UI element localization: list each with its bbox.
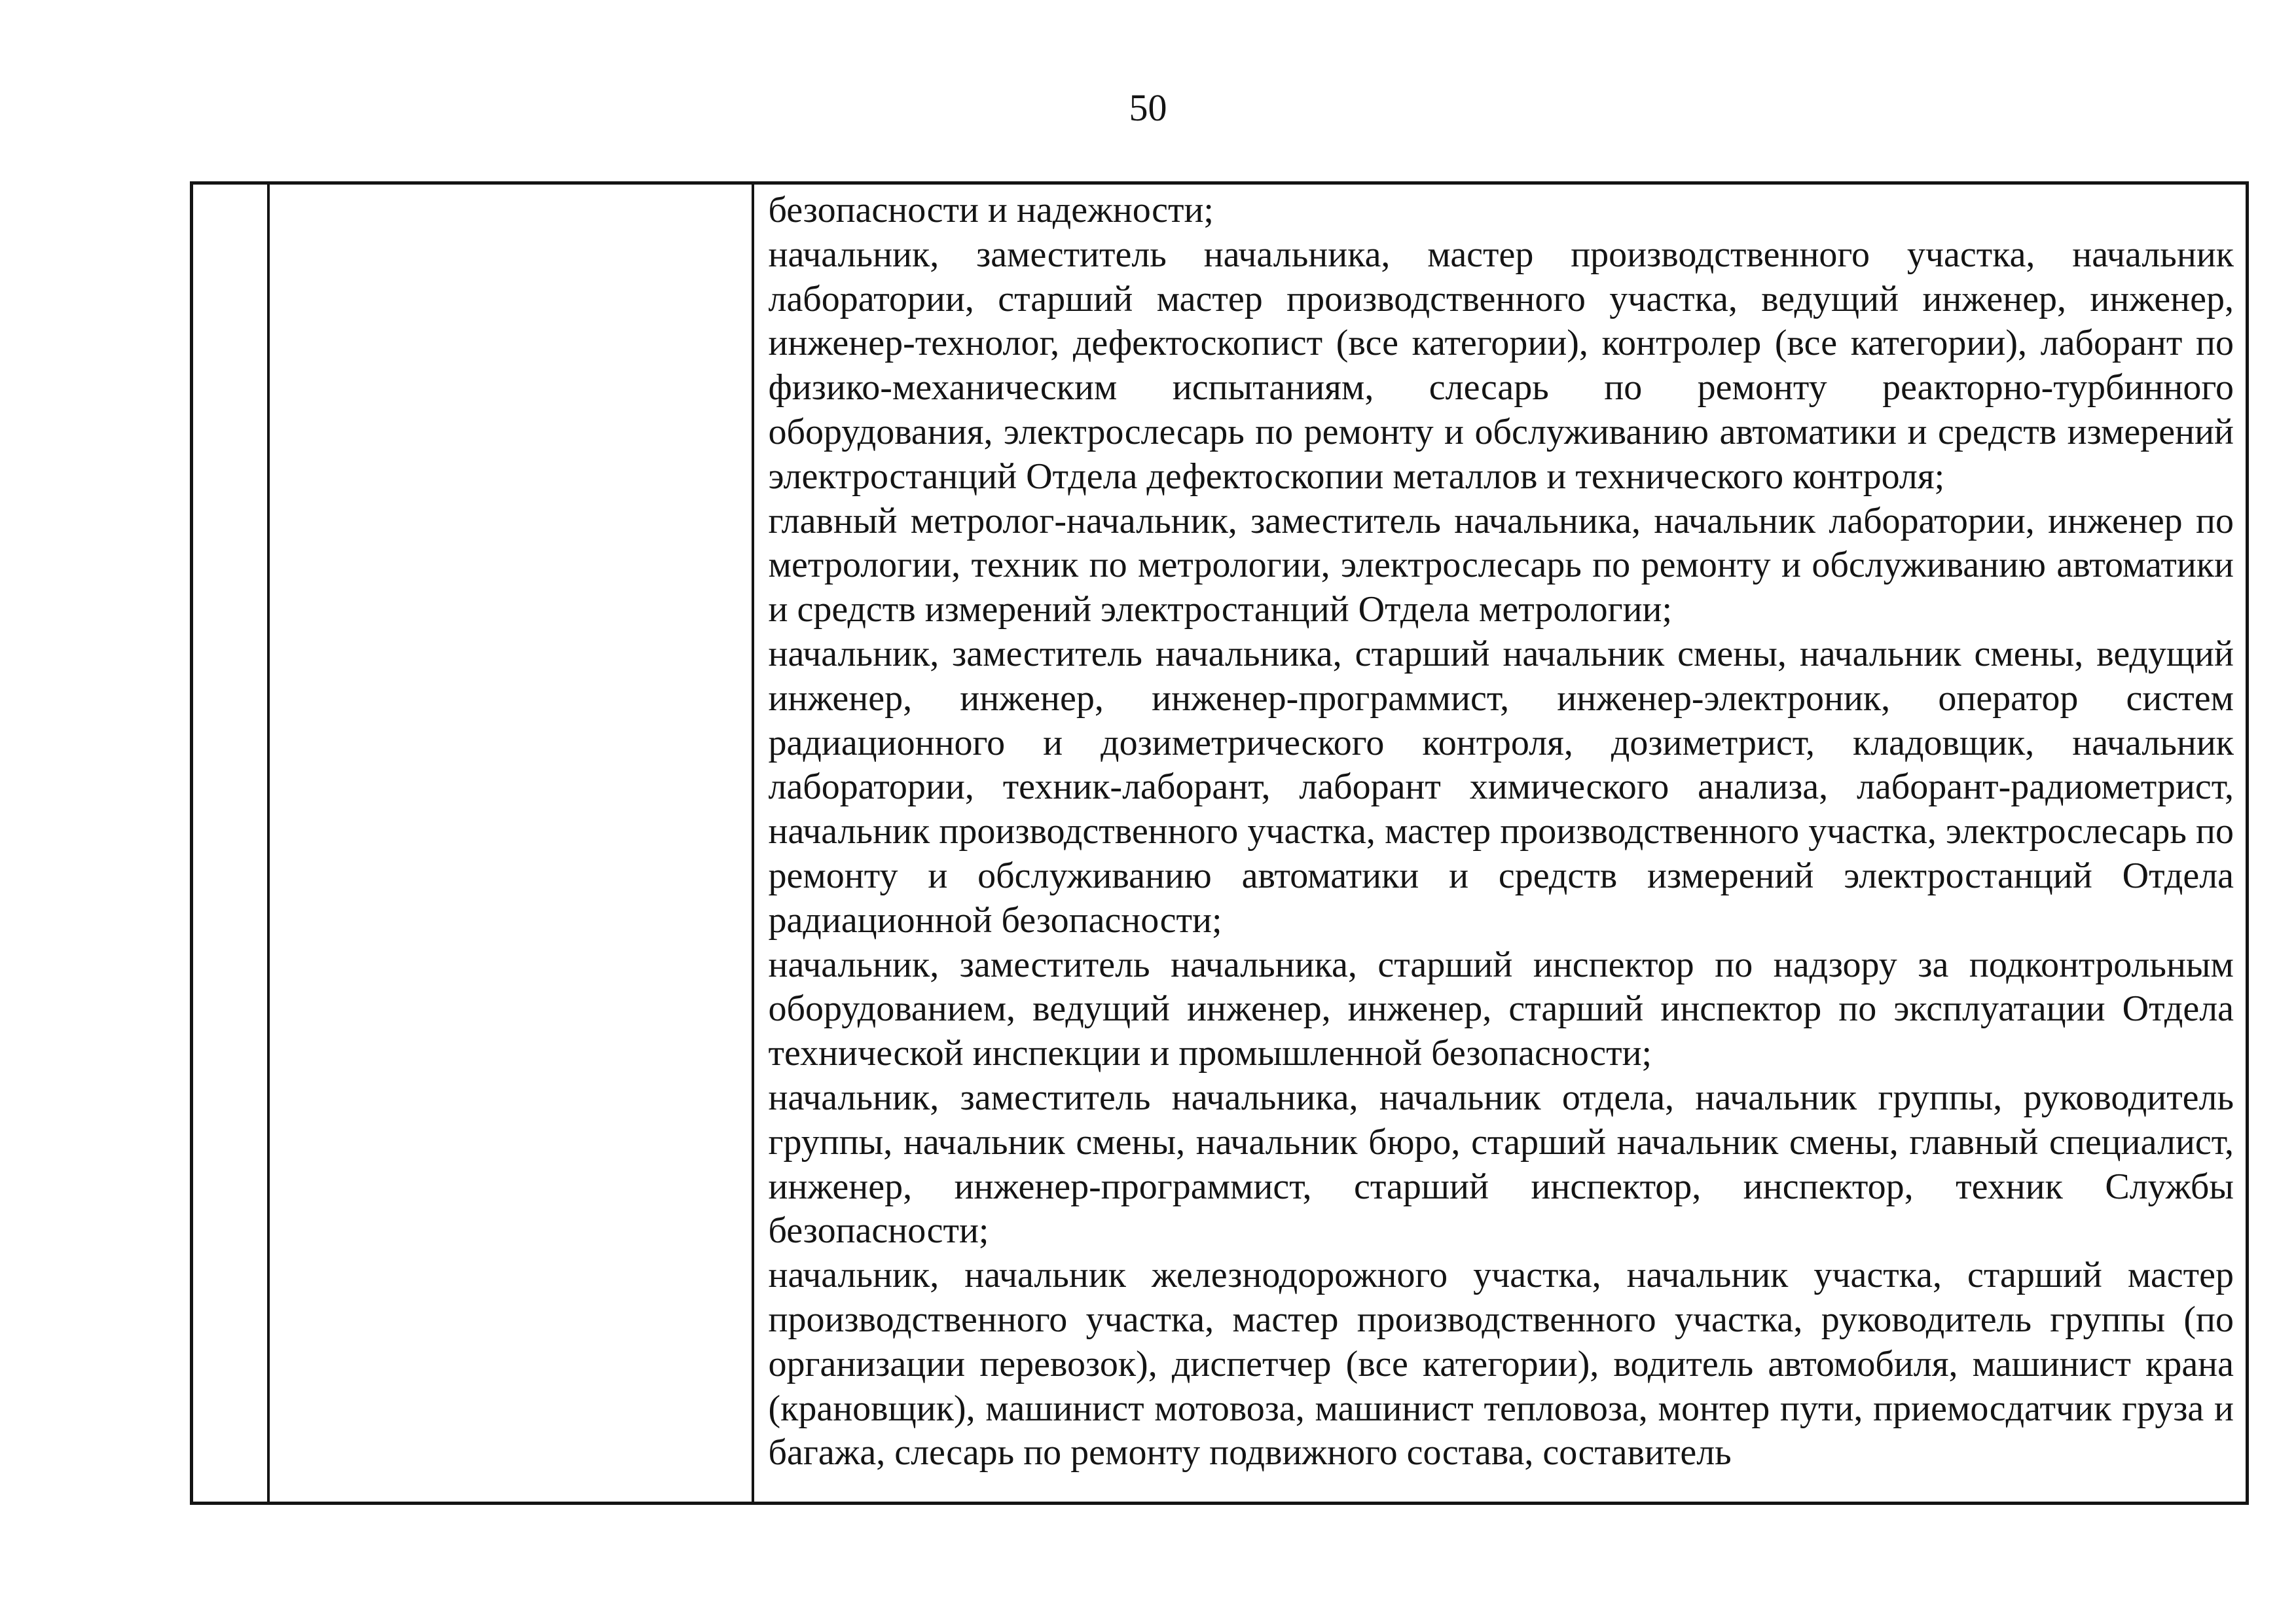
paragraph-technical-inspection-dept: начальник, заместитель начальника, старший инспектор по надзору за подконтрольным оборудованием, ведущий инженер, инженер, старший инспектор по эксплуатации Отдела технической инспекции и промышленной безопасности; [768, 944, 2234, 1074]
page-number: 50 [1129, 86, 1167, 129]
paragraph-metrology-dept: главный метролог-начальник, заместитель начальника, начальник лаборатории, инженер по метрологии, техник по метрологии, электрослесарь по ремонту и обслуживанию автоматики и средств измерений электростанций Отдела метрологии; [768, 500, 2234, 630]
paragraph-security-service: начальник, заместитель начальника, начальник отдела, начальник группы, руководитель группы, начальник смены, начальник бюро, старший начальник смены, главный специалист, инженер, инженер-программист, старший инспектор, инспектор, техник Службы безопасности; [768, 1077, 2234, 1252]
positions-table [190, 181, 2249, 1505]
number-cell [192, 183, 268, 1504]
paragraph-continuation: безопасности и надежности; [768, 190, 1214, 230]
paragraph-radiation-safety-dept: начальник, заместитель начальника, старший начальник смены, начальник смены, ведущий инженер, инженер, инженер-программист, инженер-электроник, оператор систем радиационного и дозиметрического контроля, дозиметрист, кладовщик, начальник лаборатории, техник-лаборант, лаборант химического анализа, лаборант-радиометрист, начальник производственного участка, мастер производственного участка, электрослесарь по ремонту и обслуживанию автоматики и средств измерений электростанций Отдела радиационной безопасности; [768, 633, 2234, 941]
positions-cell [753, 183, 2248, 1504]
name-cell [268, 183, 753, 1504]
paragraph-defectoscopy-dept: начальник, заместитель начальника, мастер производственного участка, начальник лаборатории, старший мастер производственного участка, ведущий инженер, инженер, инженер-технолог, дефектоскопист (все категории), контролер (все категории), лаборант по физико-механическим испытаниям, слесарь по ремонту реакторно-турбинного оборудования, электрослесарь по ремонту и обслуживанию автоматики и средств измерений электростанций Отдела дефектоскопии металлов и технического контроля; [768, 234, 2234, 497]
table-row [192, 183, 2248, 1504]
paragraph-railway-section: начальник, начальник железнодорожного участка, начальник участка, старший мастер производственного участка, мастер производственного участка, руководитель группы (по организации перевозок), диспетчер (все категории), водитель автомобиля, машинист крана (крановщик), машинист мотовоза, машинист тепловоза, монтер пути, приемосдатчик груза и багажа, слесарь по ремонту подвижного состава, составитель [768, 1255, 2234, 1473]
